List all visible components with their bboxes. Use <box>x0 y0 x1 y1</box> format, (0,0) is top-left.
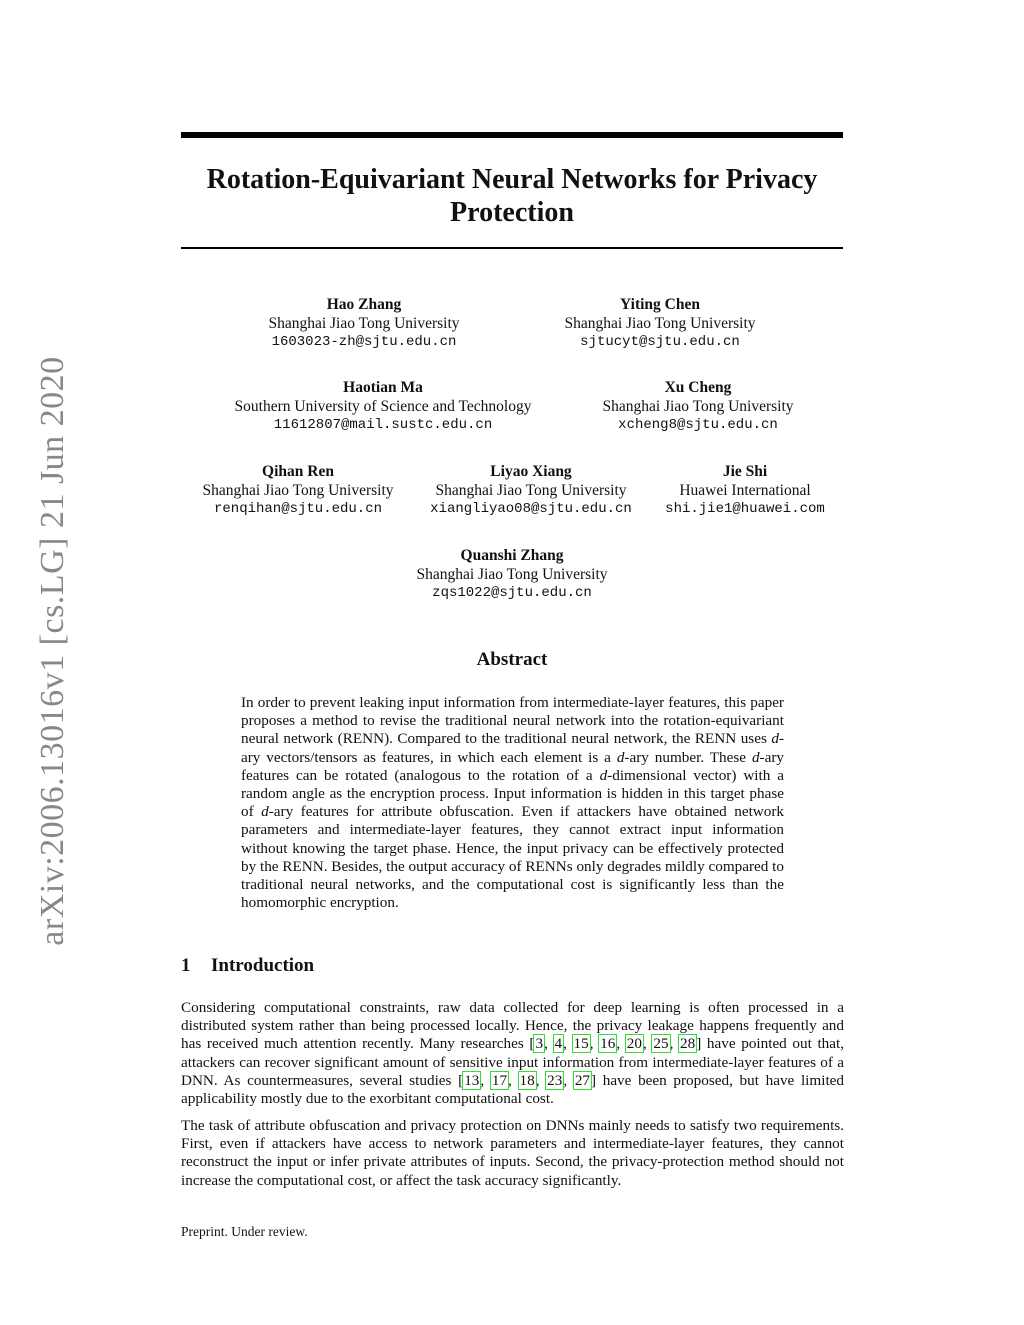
author-affiliation: Shanghai Jiao Tong University <box>416 565 608 583</box>
paragraph-text: Considering computational constraints, raw data collected for deep learning is often processed in a distributed system rather than being processed locally. Hence, the privacy leakage happens frequently and has received much attention recently. Many researches [ <box>181 999 844 1053</box>
citation-link[interactable]: 18 <box>519 1071 535 1089</box>
citation-link[interactable]: 3 <box>535 1035 544 1053</box>
author-affiliation: Shanghai Jiao Tong University <box>602 397 794 415</box>
title-bottom-rule <box>181 247 843 249</box>
citation-link[interactable]: 16 <box>600 1035 616 1053</box>
author-email: zqs1022@sjtu.edu.cn <box>432 585 592 601</box>
section-number: 1 <box>181 955 191 976</box>
abstract-body <box>241 694 784 912</box>
author-block <box>416 463 646 519</box>
citation-link[interactable]: 23 <box>547 1071 563 1089</box>
author-block <box>234 296 494 352</box>
abstract-text: -ary vectors/tensors as features, in which each element is a <box>241 730 784 766</box>
author-name: Qihan Ren <box>262 463 334 480</box>
author-block <box>650 463 840 519</box>
author-name: Jie Shi <box>722 463 768 480</box>
author-block <box>578 379 818 435</box>
math-d: d <box>616 748 625 766</box>
citation-link[interactable]: 28 <box>680 1035 696 1053</box>
paragraph-text: ] have been proposed, but have limited applicability mostly due to the exorbitant computational cost. <box>181 1071 844 1108</box>
citation-link[interactable]: 15 <box>573 1035 589 1053</box>
intro-paragraph-2: The task of attribute obfuscation and privacy protection on DNNs mainly needs to satisfy two requirements. First, even if attackers have access to network parameters and intermediate-layer features, they cannot reconstruct the input or infer private attributes of inputs. Second, the privacy-protection method should not increase the computational cost, or affect the task accuracy significantly. <box>181 1117 844 1189</box>
author-affiliation: Shanghai Jiao Tong University <box>564 314 756 332</box>
author-affiliation: Shanghai Jiao Tong University <box>435 481 627 499</box>
author-block <box>530 296 790 352</box>
citation-link[interactable]: 4 <box>554 1035 563 1053</box>
abstract-heading: Abstract <box>476 649 548 670</box>
author-email: 11612807@mail.sustc.edu.cn <box>273 417 493 433</box>
author-name: Yiting Chen <box>620 296 700 313</box>
author-affiliation: Shanghai Jiao Tong University <box>202 481 394 499</box>
citation-link[interactable]: 17 <box>491 1071 508 1089</box>
author-block <box>392 547 632 603</box>
math-d: d <box>771 730 779 748</box>
math-d: d <box>599 766 608 784</box>
abstract-text: In order to prevent leaking input information from intermediate-layer features, this paper proposes a method to revise the traditional neural network into the rotation-equivariant neural network (RENN). Compared to the traditional neural network, the RENN uses <box>241 694 784 748</box>
citation-link[interactable]: 25 <box>653 1035 669 1053</box>
author-name: Liyao Xiang <box>490 463 572 480</box>
math-d: d <box>751 748 760 766</box>
abstract-text: -ary features for attribute obfuscation. Even if attackers have obtained network parameters and intermediate-layer features, they cannot extract input information without knowing the target phase. Hence, the input privacy can be effectively protected by the RENN. Besides, the output accuracy of RENNs only degrades mildly compared to traditional neural networks, and the computational cost is significantly less than the homomorphic encryption. <box>241 803 784 912</box>
abstract-text: -ary number. These <box>624 748 752 766</box>
section-heading <box>181 955 314 977</box>
citation-link[interactable]: 20 <box>626 1035 642 1053</box>
author-affiliation: Southern University of Science and Technology <box>234 397 532 415</box>
author-email: sjtucyt@sjtu.edu.cn <box>580 334 740 350</box>
footer-note: Preprint. Under review. <box>181 1224 308 1239</box>
abstract-text: -ary features can be rotated (analogous to the rotation of a <box>241 748 784 784</box>
author-name: Xu Cheng <box>664 379 732 396</box>
author-name: Haotian Ma <box>343 379 423 396</box>
author-email: xcheng8@sjtu.edu.cn <box>618 417 778 433</box>
section-title: Introduction <box>211 955 315 976</box>
author-name: Hao Zhang <box>326 296 402 313</box>
author-email: xiangliyao08@sjtu.edu.cn <box>430 501 632 517</box>
author-name: Quanshi Zhang <box>460 547 564 564</box>
citation-link[interactable]: 13 <box>464 1071 480 1089</box>
author-email: 1603023-zh@sjtu.edu.cn <box>271 334 457 350</box>
arxiv-stamp-text: arXiv:2006.13016v1 [cs.LG] 21 Jun 2020 <box>34 355 71 946</box>
author-email: renqihan@sjtu.edu.cn <box>213 501 383 517</box>
author-affiliation: Huawei International <box>679 481 811 499</box>
author-affiliation: Shanghai Jiao Tong University <box>268 314 460 332</box>
intro-paragraph-1: Considering computational constraints, raw data collected for deep learning is often processed in a distributed system rather than being processed locally. Hence, the privacy leakage happens frequently and has received much attention recently. Many researches [3, 4, 15, 16, 20, 25, 28] have pointed out that, attackers can recover significant amount of sensitive input information from intermediate-layer features of a DNN. As countermeasures, several studies [13, 17, 18, 23, 27] have been proposed, but have limited applicability mostly due to the exorbitant computational cost. <box>181 999 845 1108</box>
paragraph-text: ] have pointed out that, attackers can recover significant amount of sensitive input information from intermediate-layer features of a DNN. As countermeasures, several studies [ <box>181 1035 845 1089</box>
author-block <box>188 463 408 519</box>
abstract-text: -dimensional vector) with a random angle as the encryption process. Input information is hidden in this target phase of <box>241 766 785 821</box>
math-d: d <box>261 803 269 821</box>
title-top-rule <box>181 132 843 138</box>
author-email: shi.jie1@huawei.com <box>665 501 825 517</box>
arxiv-stamp <box>30 355 76 946</box>
citation-link[interactable]: 27 <box>574 1071 590 1089</box>
author-block <box>213 379 553 435</box>
paper-title: Rotation-Equivariant Neural Networks for Privacy Protection <box>206 164 818 228</box>
